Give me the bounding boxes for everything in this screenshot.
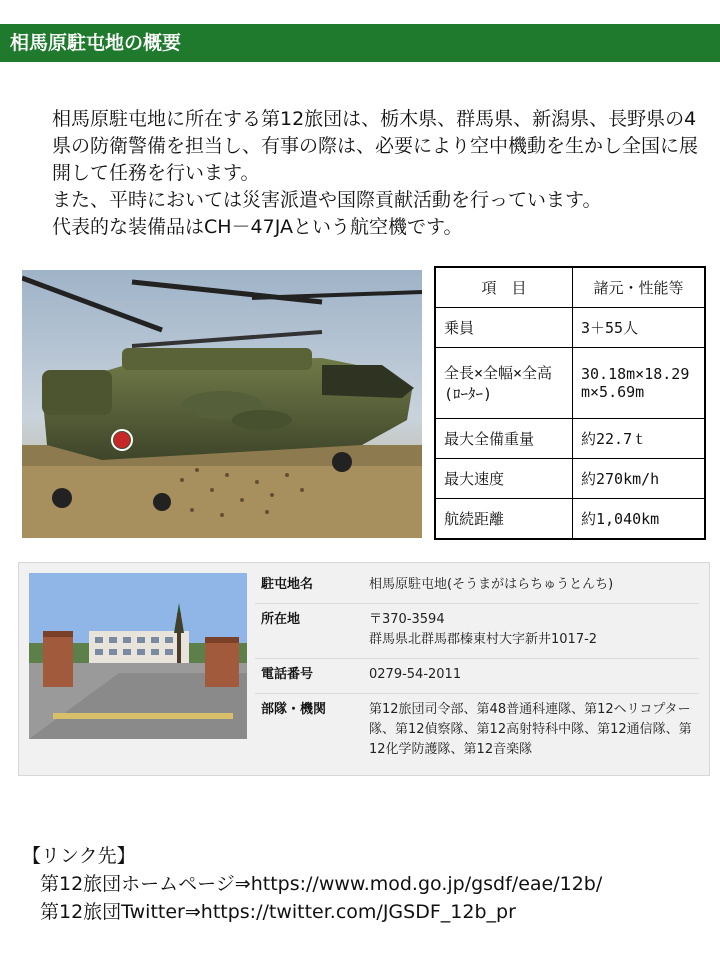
spec-row xyxy=(435,498,705,539)
page-title: 相馬原駐屯地の概要 xyxy=(10,32,182,54)
page-title-bar xyxy=(0,24,720,62)
intro-text xyxy=(34,106,704,241)
spec-row xyxy=(435,418,705,458)
info-value: 相馬原駐屯地(そうまがはらちゅうとんち) xyxy=(369,577,614,592)
street-address: 群馬県北群馬郡榛東村大字新井1017-2 xyxy=(369,632,598,647)
spec-item: 最大全備重量 xyxy=(435,418,573,458)
homepage-link[interactable]: 第12旅団ホームページ⇒https://www.mod.go.jp/gsdf/eae/12b/ xyxy=(40,873,603,895)
info-label: 所在地 xyxy=(261,612,301,627)
info-label: 部隊・機関 xyxy=(261,702,327,717)
intro-paragraph-2: また、平時においては災害派遣や国際貢献活動を行っています。 xyxy=(52,189,602,211)
spec-table-header xyxy=(435,267,705,308)
spec-value: 30.18m×18.29m×5.69m xyxy=(573,348,706,418)
info-row-units xyxy=(255,694,699,768)
spec-header-value: 諸元・性能等 xyxy=(573,267,706,308)
spec-value: 約1,040km xyxy=(573,498,706,539)
intro-paragraph-3: 代表的な装備品はCH－47JAという航空機です。 xyxy=(52,216,463,238)
spec-item: 全長×全幅×全高(ﾛｰﾀｰ) xyxy=(435,348,573,418)
info-value: 第12旅団司令部、第48普通科連隊、第12ヘリコプター隊、第12偵察隊、第12高射特科中隊、第12通信隊、第12化学防護隊、第12音楽隊 xyxy=(369,702,692,757)
info-row-address xyxy=(255,604,699,659)
links-heading: 【リンク先】 xyxy=(22,845,136,867)
spec-row xyxy=(435,458,705,498)
intro-paragraph-1: 相馬原駐屯地に所在する第12旅団は、栃木県、群馬県、新潟県、長野県の4県の防衛警備を担当し、有事の際は、必要により空中機動を生かし全国に展開して任務を行います。 xyxy=(52,108,699,184)
info-row-name xyxy=(255,569,699,604)
spec-row xyxy=(435,348,705,418)
info-label: 電話番号 xyxy=(261,667,314,682)
spec-item: 乗員 xyxy=(435,308,573,348)
spec-row xyxy=(435,308,705,348)
postal-code: 〒370-3594 xyxy=(369,612,445,627)
spec-value: 約270km/h xyxy=(573,458,706,498)
spec-value: 3＋55人 xyxy=(573,308,706,348)
spec-header-item: 項 目 xyxy=(435,267,573,308)
helicopter-photo xyxy=(22,270,422,538)
spec-value: 約22.7ｔ xyxy=(573,418,706,458)
info-label: 駐屯地名 xyxy=(261,577,314,592)
info-value xyxy=(369,610,699,650)
info-row-phone xyxy=(255,659,699,694)
garrison-gate-photo xyxy=(29,573,247,739)
garrison-info-list xyxy=(255,569,699,768)
garrison-info-box xyxy=(18,562,710,776)
info-value: 0279-54-2011 xyxy=(369,667,462,682)
spec-table xyxy=(434,266,706,540)
links-section xyxy=(22,842,712,926)
spec-item: 航続距離 xyxy=(435,498,573,539)
spec-item: 最大速度 xyxy=(435,458,573,498)
twitter-link[interactable]: 第12旅団Twitter⇒https://twitter.com/JGSDF_12b_pr xyxy=(40,901,516,923)
